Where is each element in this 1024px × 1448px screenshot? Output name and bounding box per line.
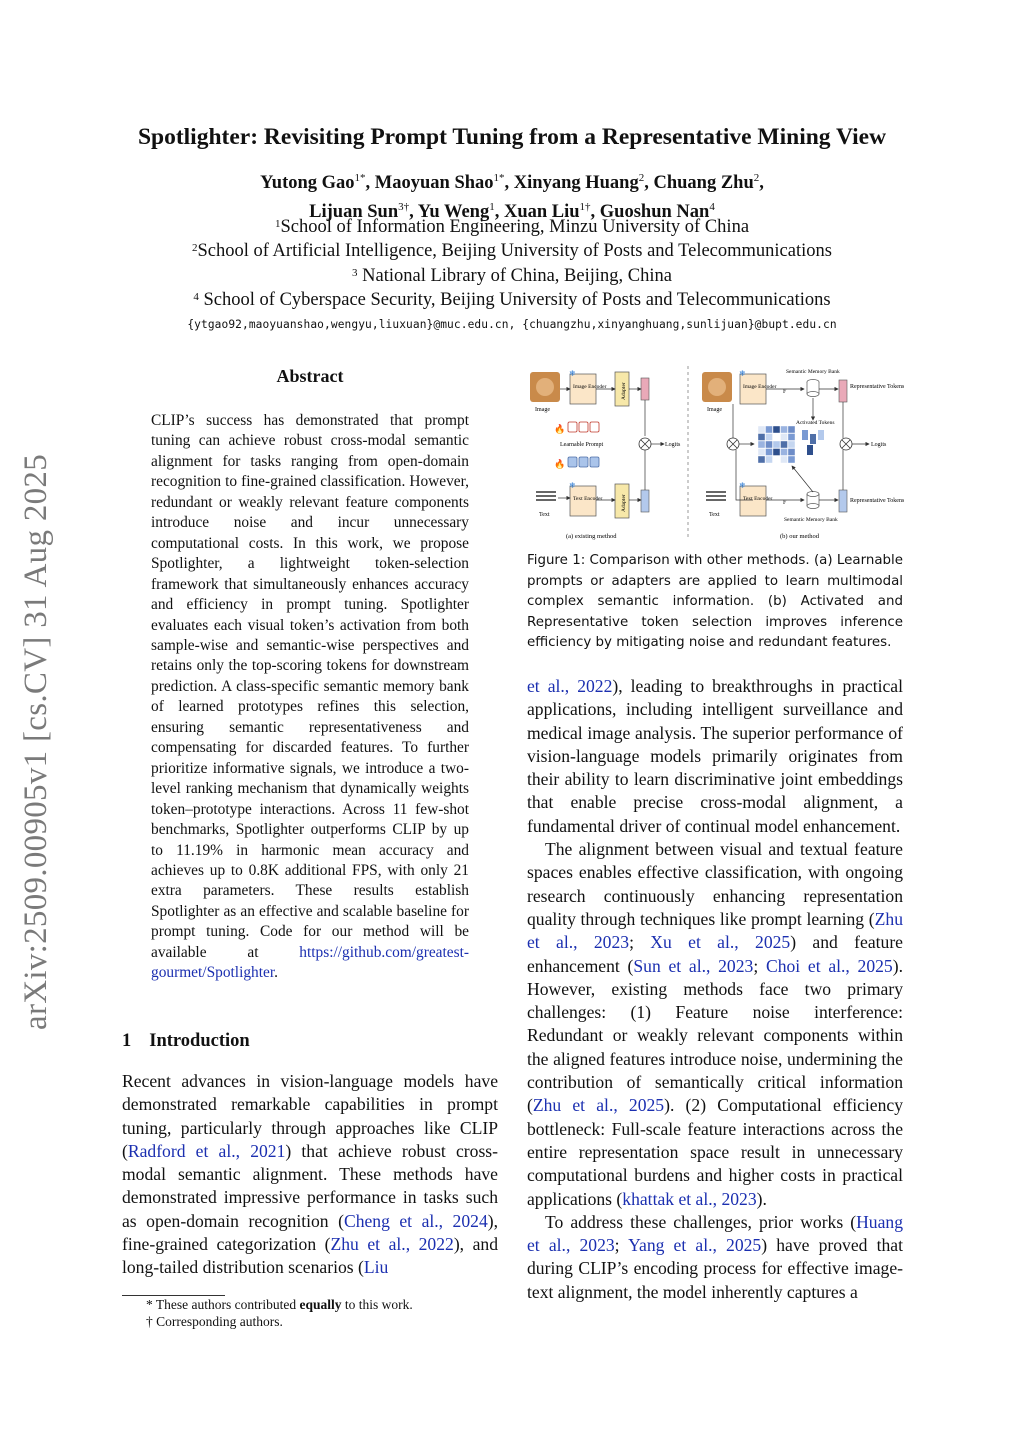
citation-link[interactable]: Radford et al., 2021 [127, 1140, 286, 1161]
svg-text:Image: Image [707, 407, 722, 413]
logits-label-a: Logits [665, 442, 681, 448]
author-line-1: Yutong Gao$^{1*}$, Maoyuan Shao$^{1*}$, Xinyang Huang$^2$, Chuang Zhu$^2$, [260, 172, 764, 194]
author-name: Chuang Zhu [653, 173, 754, 194]
logits-label-b: Logits [871, 442, 887, 448]
grid-cell [758, 449, 765, 456]
text-label-a: Text [539, 512, 550, 518]
paragraph: The alignment between visual and textual feature spaces enables effective classification, with ongoing research continuously enhancing representation quality through techniques like prompt learning (Zhu et al., 2023; Xu et al., 2025) and feature enhancement (Sun et al., 2023; Choi et al., 2025). However, existing methods face two primary challenges: (1) Feature noise interference: Redundant or weakly relevant components within the aligned features introduce noise, undermining the contribution of semantically critical information (Zhu et al., 2025). (2) Computational efficiency bottleneck: Full-scale feature interactions across the entire representation space result in unnecessary computational burdens and higher costs in practical applications (khattak et al., 2023). [527, 839, 903, 1209]
citation-link[interactable]: Zhu et al., 2025 [532, 1095, 665, 1116]
svg-text:🔥: 🔥 [554, 459, 566, 469]
grid-cell [781, 449, 788, 456]
grid-cell [758, 456, 765, 463]
author-line-2: Lijuan Sun$^{3\dagger}$, Yu Weng$^1$, Xuan Liu$^{1\dagger}$, Guoshun Nan$^4$ [309, 201, 715, 223]
author-name: Yutong Gao [260, 173, 355, 194]
footnote-corresponding: † Corresponding authors. [146, 1313, 283, 1329]
grid-cell [781, 456, 788, 463]
svg-text:🔥: 🔥 [554, 424, 566, 434]
activated-token-bars [802, 430, 824, 455]
semantic-memory-bank-label-top: Semantic Memory Bank [786, 369, 840, 375]
panel-a-existing-method [530, 369, 681, 540]
footnotes [146, 1297, 506, 1330]
citation-link[interactable]: Cheng et al., 2024 [343, 1210, 488, 1231]
grid-cell [766, 434, 773, 441]
affiliation-line: $^3$ National Library of China, Beijing, China [352, 265, 672, 286]
representative-tokens-label-top: Representative Tokens [850, 384, 904, 390]
citation-link[interactable]: Xu et al., 2025 [650, 932, 791, 953]
affiliation-line: $^1$School of Information Engineering, Minzu University of China [274, 217, 750, 237]
arxiv-identifier: arXiv:2509.00905v1 [cs.CV] 31 Aug 2025 [18, 453, 54, 1030]
author-affiliation-marker: 1† [579, 201, 591, 214]
grid-cell [758, 426, 765, 433]
grid-cell [766, 456, 773, 463]
author-name: Lijuan Sun [309, 202, 399, 223]
panel-b-our-method [702, 369, 904, 540]
abstract-end: . [274, 964, 278, 982]
citation-link[interactable]: Zhu et al., 2022 [330, 1234, 454, 1255]
author-affiliation-marker: 1* [493, 172, 505, 184]
token-activation-grid [758, 426, 795, 463]
grid-cell [773, 441, 780, 448]
introduction-left-column: Recent advances in vision-language models have demonstrated remarkable capabilities in prompt tuning, particularly through approaches like CLIP (Radford et al., 2021) that achieve robust cross-modal semantic alignment. These methods have demonstrated impressive performance in tasks such as open-domain recognition (Cheng et al., 2024), fine-grained categorization (Zhu et al., 2022), and long-tailed distribution scenarios (Liu [122, 1071, 499, 1278]
affiliation-line: $^4$ School of Cyberspace Security, Beijing University of Posts and Telecommunications [193, 289, 831, 310]
affiliation-line: $^2$School of Artificial Intelligence, Beijing University of Posts and Telecommunications [192, 241, 832, 262]
author-affiliation-marker: 3† [398, 201, 410, 214]
svg-text:Text Encoder: Text Encoder [743, 496, 773, 502]
grid-cell [773, 434, 780, 441]
citation-link[interactable]: Yang et al., 2025 [628, 1235, 762, 1256]
section-heading-introduction [122, 1031, 250, 1052]
subcaption-a: (a) existing method [566, 533, 617, 540]
citation-link[interactable]: Choi et al., 2025 [765, 955, 893, 976]
author-affiliation-marker: 1* [354, 172, 366, 184]
svg-text:❄: ❄ [569, 481, 576, 490]
figure-1-caption: Figure 1: Comparison with other methods. (a) Learnable prompts or adapters are applied to learn multimodal complex semantic information. (b) Activated and Representative token selection improves inference efficiency by mitigating noise and redundant features. [527, 553, 903, 651]
author-affiliation-marker: 1 [489, 201, 495, 214]
paper-title: Spotlighter: Revisiting Prompt Tuning from a Representative Mining View [137, 124, 887, 150]
grid-cell [766, 426, 773, 433]
abstract-body [151, 411, 469, 984]
svg-text:❄: ❄ [569, 369, 576, 378]
activated-tokens-label: Activated Tokens [796, 420, 835, 426]
learnable-prompt-tokens-bottom [568, 457, 599, 467]
grid-cell [788, 426, 795, 433]
abstract-heading: Abstract [276, 366, 344, 386]
citation-link[interactable]: Huang et al., 2023 [527, 1211, 903, 1256]
grid-cell [781, 426, 788, 433]
grid-cell [781, 441, 788, 448]
author-emails: {ytgao92,maoyuanshao,wengyu,liuxuan}@muc.edu.cn, {chuangzhu,xinyanghuang,sunlijuan}@bupt.edu.cn [187, 318, 837, 331]
grid-cell [766, 449, 773, 456]
subcaption-b: (b) our method [780, 533, 819, 540]
citation-link[interactable]: Zhu et al., 2023 [527, 908, 903, 953]
figure-1-diagram [526, 364, 904, 546]
svg-text:Text Encoder: Text Encoder [573, 496, 603, 502]
citation-link[interactable]: et al., 2022 [527, 676, 613, 696]
author-affiliation-marker: 4 [709, 201, 715, 214]
citation-link[interactable]: Sun et al., 2023 [633, 955, 754, 976]
svg-text:Adapter: Adapter [621, 382, 627, 400]
footnote-equal-contribution: * These authors contributed equally to this work. [146, 1297, 413, 1312]
representative-tokens-label-bottom: Representative Tokens [850, 498, 904, 504]
paragraph: et al., 2022), leading to breakthroughs in practical applications, including intelligent surveillance and medical image analysis. The superior performance of vision-language models primarily originates from their ability to learn discriminative joint embeddings that enable precise cross-modal alignment, a fundamental driver of continual model enhancement. [527, 676, 904, 836]
citation-link[interactable]: khattak et al., 2023 [622, 1188, 757, 1209]
semantic-memory-bank-label-bottom: Semantic Memory Bank [784, 517, 838, 523]
svg-text:Image Encoder: Image Encoder [743, 384, 777, 390]
svg-text:F: F [783, 389, 787, 395]
author-name: Maoyuan Shao [374, 173, 494, 194]
svg-text:F: F [783, 500, 787, 506]
grid-cell [781, 434, 788, 441]
svg-text:❄: ❄ [739, 481, 746, 490]
svg-text:Text: Text [709, 512, 720, 518]
grid-cell [758, 441, 765, 448]
svg-text:❄: ❄ [739, 369, 746, 378]
citation-link[interactable]: Liu [363, 1257, 389, 1278]
author-name: Guoshun Nan [599, 202, 710, 223]
section-title: Introduction [149, 1031, 250, 1051]
abstract-text: CLIP’s success has demonstrated that prompt tuning can achieve robust cross-modal semantic alignment for tasks ranging from open-domain recognition to fine-grained classification. However, redundant or weakly relevant feature components introduce noise and incur unnecessary computational costs. In this work, we propose Spotlighter, a lightweight token-selection framework that simultaneously enhances accuracy and efficiency in prompt tuning. Spotlighter evaluates each visual token’s activation from both sample-wise and semantic-wise perspectives and retains only the top-scoring tokens for downstream prediction. A class-specific semantic memory bank of learned prototypes refines this selection, ensuring semantic representativeness and compensating for discarded features. To further prioritize informative signals, we introduce a two-level ranking mechanism that dynamically weights token–prototype interactions. Across 11 few-shot benchmarks, Spotlighter outperforms CLIP by up to 11.19% in harmonic mean accuracy and achieves up to 0.8K additional FPS, with only 21 extra parameters. These results establish Spotlighter as an effective and scalable baseline for prompt tuning. Code for our method will be available at [151, 412, 469, 961]
footnote-rule [122, 1295, 225, 1296]
author-name: Yu Weng [417, 202, 490, 223]
code-link[interactable]: https://github.com/greatest-gourmet/Spotlighter [151, 943, 469, 982]
grid-cell [788, 434, 795, 441]
author-name: Xinyang Huang [513, 173, 639, 194]
grid-cell [788, 441, 795, 448]
introduction-right-column [527, 675, 903, 1304]
grid-cell [773, 449, 780, 456]
grid-cell [773, 426, 780, 433]
grid-cell [758, 434, 765, 441]
learnable-prompt-tokens-top [568, 422, 599, 432]
grid-cell [788, 449, 795, 456]
grid-cell [773, 456, 780, 463]
grid-cell [766, 441, 773, 448]
author-affiliation-marker: 2 [753, 172, 760, 184]
affiliations [40, 215, 984, 312]
learnable-prompt-label: Learnable Prompt [560, 442, 604, 448]
svg-text:Adapter: Adapter [621, 494, 627, 512]
svg-text:Image Encoder: Image Encoder [573, 384, 607, 390]
author-name: Xuan Liu [503, 202, 580, 223]
section-number: 1 [122, 1031, 132, 1051]
author-affiliation-marker: 2 [638, 172, 645, 184]
image-label-a: Image [535, 407, 550, 413]
paragraph: To address these challenges, prior works (Huang et al., 2023; Yang et al., 2025) have proved that during CLIP’s encoding process for effective image-text alignment, the model inherently captures a [527, 1211, 903, 1302]
grid-cell [788, 456, 795, 463]
